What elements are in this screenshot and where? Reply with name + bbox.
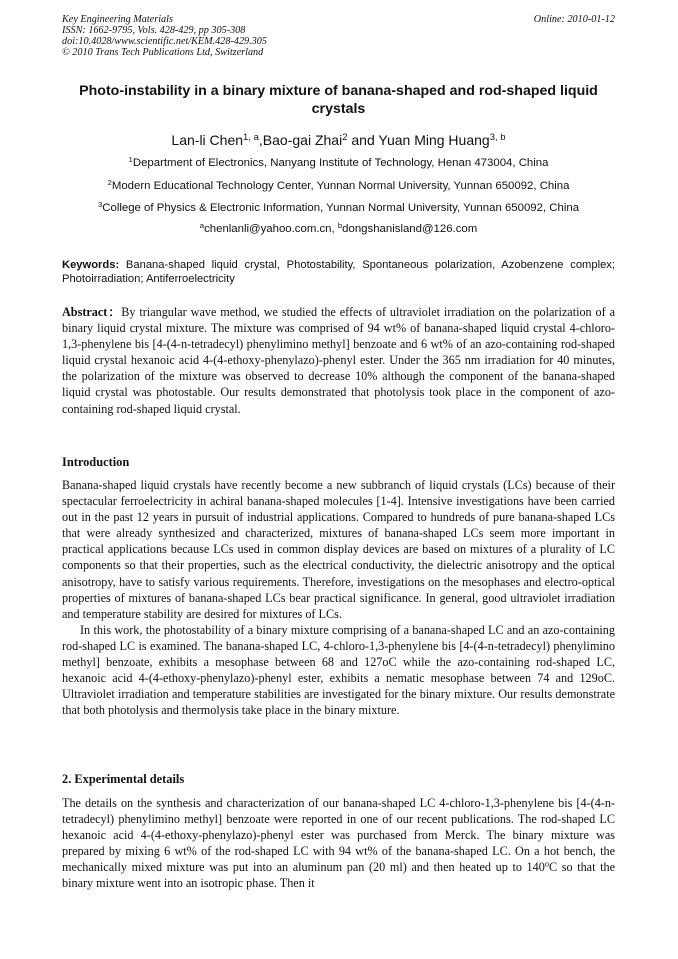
affiliation-1 (62, 156, 615, 170)
email-sup: b (337, 220, 343, 230)
copyright-line: © 2010 Trans Tech Publications Ltd, Switzerland (62, 47, 264, 58)
author-name: Yuan Ming Huang (378, 132, 490, 148)
affiliation-sup: 3 (97, 199, 103, 209)
degree-sup: o (544, 859, 549, 869)
keywords-label: Keywords: (62, 259, 120, 271)
experimental-text: C so that the binary mixture went into an isotropic phase. Then it (62, 860, 615, 891)
affiliation-sup: 1 (128, 154, 133, 164)
abstract-label: Abstract： (62, 305, 122, 319)
email-address: dongshanisland@126.com (342, 223, 478, 235)
paper-title: Photo-instability in a binary mixture of banana-shaped and rod-shaped liquid crystals (79, 83, 598, 117)
affiliation-text: Modern Educational Technology Center, Yunnan Normal University, Yunnan 650092, China (111, 180, 570, 192)
affiliation-text: Department of Electronics, Nanyang Institute of Technology, Henan 473004, China (132, 157, 549, 169)
affiliation-2 (62, 179, 615, 193)
journal-header (62, 14, 615, 58)
author-name: Lan-li Chen (171, 132, 244, 148)
author-sup: 1, a (243, 131, 259, 143)
author-list (62, 131, 615, 149)
affiliation-text: College of Physics & Electronic Information, Yunnan Normal University, Yunnan 650092, China (102, 202, 580, 214)
abstract (62, 304, 615, 417)
issn-line: ISSN: 1662-9795, Vols. 428-429, pp 305-308 (62, 25, 246, 36)
journal-name: Key Engineering Materials (62, 14, 173, 25)
author-sup: 3, b (489, 131, 506, 143)
email-sup: a (199, 220, 205, 230)
keywords (62, 258, 615, 287)
introduction-paragraph-2: In this work, the photostability of a binary mixture comprising of a banana-shaped LC and an azo-containing rod-shaped LC is examined. The banana-shaped LC, 4-chloro-1,3-phenylene bis [4-(4-n-tetradecyl) phenylimino methyl] benzoate, exhibits a mesophase between 68 and 127oC while the azo-containing rod-shaped LC, hexanoic acid 4-(4-ethoxy-phenylazo)-phenyl ester, exhibits a nematic mesophase between 74 and 129oC. Ultraviolet irradiation and temperature stabilities are investigated for the binary mixture. Our results demonstrate that both photolysis and thermolysis take place in the binary mixture. (62, 622, 615, 718)
introduction-heading: Introduction (62, 455, 130, 469)
author-sup: 2 (342, 131, 348, 143)
affiliation-3 (62, 201, 615, 215)
email-line (62, 222, 615, 236)
experimental-text: The details on the synthesis and characterization of our banana-shaped LC 4-chloro-1,3-phenylene bis [4-(4-n-tetradecyl) phenylimino methyl] benzoate were reported in one of our recent publications. The rod-shaped LC hexanoic acid 4-(4-ethoxy-phenylazo)-phenyl ester was purchased from Merck. The binary mixture was prepared by mixing 6 wt% of the rod-shaped LC with 94 wt% of the banana-shaped LC. On a hot bench, the mechanically mixed mixture was put into an aluminum pan (20 ml) and then heated up to 140 (62, 796, 615, 875)
experimental-heading: 2. Experimental details (62, 772, 185, 786)
experimental-paragraph-1 (62, 795, 615, 892)
affiliation-sup: 2 (107, 177, 112, 187)
introduction-body (62, 477, 615, 718)
online-date: Online: 2010-01-12 (533, 14, 615, 25)
author-name: ,Bao-gai Zhai (258, 132, 343, 148)
email-address: chenlanli@yahoo.com.cn, (204, 223, 338, 235)
keywords-text: Banana-shaped liquid crystal, Photostability, Spontaneous polarization, Azobenzene complex; Photoirradiation; Antiferroelectricity (62, 259, 615, 286)
introduction-paragraph-1: Banana-shaped liquid crystals have recently become a new subbranch of liquid crystals (LCs) because of their spectacular ferroelectricity in achiral banana-shaped molecules [1-4]. Intensive investigations have been carried out in the past 12 years in pursuit of industrial applications. Compared to hundreds of pure banana-shaped LCs that were already synthesized and characterized, mixtures of banana-shaped LCs seem more important in practical applications because LCs used in common display devices are based on mixtures of a plurality of LC components so that their properties, such as the electrical conductivity, the dielectric anisotropy and the optical anisotropy, have to satisfy various requirements. Therefore, investigations on the mesophases and electro-optical properties of mixtures of banana-shaped LCs bear practical significance. In general, good ultraviolet irradiation and temperature stability are desired for mixtures of LCs. (62, 478, 615, 621)
doi-line: doi:10.4028/www.scientific.net/KEM.428-429.305 (62, 36, 267, 47)
author-conjunction: and (347, 132, 379, 148)
experimental-body (62, 795, 615, 892)
abstract-text: By triangular wave method, we studied the effects of ultraviolet irradiation on the polarization of a binary liquid crystal mixture. The mixture was comprised of 94 wt% of banana-shaped liquid crystal 4-chloro-1,3-phenylene bis [4-(4-n-tetradecyl) phenylimino methyl] benzoate and 6 wt% of an azo-containing rod-shaped liquid crystal hexanoic acid 4-(4-ethoxy-phenylazo)-phenyl ester. Under the 365 nm irradiation for 40 minutes, the polarization of the mixture was observed to decrease 10% although the component of the banana-shaped liquid crystal was photostable. Our results demonstrated that photolysis took place in the component of azo-containing rod-shaped liquid crystal. (62, 305, 616, 416)
